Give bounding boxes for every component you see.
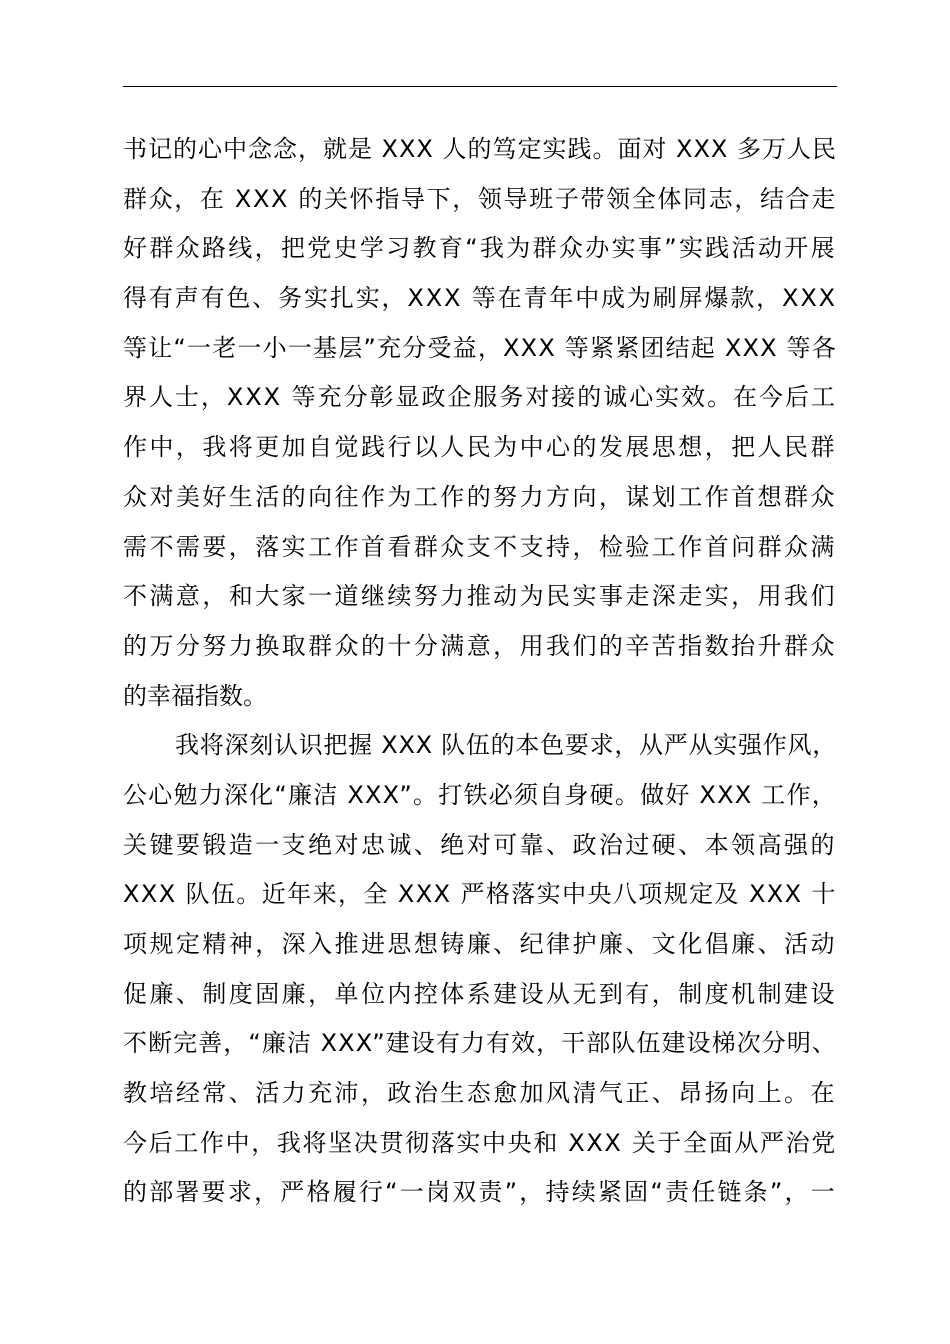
text-line [123, 1069, 837, 1119]
paragraph-1 [123, 125, 837, 721]
text-line [123, 523, 837, 573]
text-line [123, 324, 837, 374]
line-text: 促廉、制度固廉，单位内控体系建设从无到有，制度机制建设 [123, 979, 837, 1008]
line-text: 界人士，XXX 等充分彰显政企服务对接的诚心实效。在今后工 [123, 383, 837, 412]
text-line [123, 622, 837, 672]
text-line [123, 672, 837, 722]
line-text: 的幸福指数。 [123, 681, 267, 710]
text-line [123, 1119, 837, 1169]
text-line [123, 821, 837, 871]
line-text: 群众，在 XXX 的关怀指导下，领导班子带领全体同志，结合走 [123, 184, 837, 213]
text-line [123, 970, 837, 1020]
line-text: 等让“一老一小一基层”充分受益，XXX 等紧紧团结起 XXX 等各 [123, 333, 837, 362]
text-line [123, 423, 837, 473]
paragraph-2 [123, 721, 837, 1218]
text-line [123, 771, 837, 821]
text-line [123, 125, 837, 175]
text-line [123, 175, 837, 225]
text-line [123, 373, 837, 423]
header-rule [123, 86, 837, 87]
text-line [123, 870, 837, 920]
line-text: 今后工作中，我将坚决贯彻落实中央和 XXX 关于全面从严治党 [123, 1128, 837, 1157]
text-line [123, 721, 837, 771]
line-text: 需不需要，落实工作首看群众支不支持，检验工作首问群众满 [123, 532, 837, 561]
line-text: 众对美好生活的向往作为工作的努力方向，谋划工作首想群众 [123, 482, 837, 511]
line-text: 书记的心中念念，就是 XXX 人的笃定实践。面对 XXX 多万人民 [123, 135, 837, 163]
text-line [123, 920, 837, 970]
text-line [123, 224, 837, 274]
line-text: XXX 队伍。近年来，全 XXX 严格落实中央八项规定及 XXX 十 [123, 880, 837, 909]
line-text: 的万分努力换取群众的十分满意，用我们的辛苦指数抬升群众 [123, 631, 837, 660]
text-line [123, 473, 837, 523]
line-text: 不断完善，“廉洁 XXX”建设有力有效，干部队伍建设梯次分明、 [123, 1029, 837, 1058]
line-text: 好群众路线，把党史学习教育“我为群众办实事”实践活动开展 [123, 234, 837, 263]
line-text: 得有声有色、务实扎实，XXX 等在青年中成为刷屏爆款，XXX [123, 284, 837, 313]
line-text: 不满意，和大家一道继续努力推动为民实事走深走实，用我们 [123, 582, 837, 611]
line-text: 关键要锻造一支绝对忠诚、绝对可靠、政治过硬、本领高强的 [123, 830, 837, 859]
document-body [123, 125, 837, 1218]
line-text: 的部署要求，严格履行“一岗双责”，持续紧固“责任链条”，一 [123, 1178, 837, 1207]
text-line [123, 1168, 837, 1218]
line-text: 公心勉力深化“廉洁 XXX”。打铁必须自身硬。做好 XXX 工作， [123, 780, 837, 809]
text-line [123, 274, 837, 324]
line-text: 项规定精神，深入推进思想铸廉、纪律护廉、文化倡廉、活动 [123, 930, 837, 958]
line-text: 我将深刻认识把握 XXX 队伍的本色要求，从严从实强作风， [175, 731, 837, 760]
text-line [123, 1019, 837, 1069]
text-line [123, 572, 837, 622]
line-text: 作中，我将更加自觉践行以人民为中心的发展思想，把人民群 [123, 433, 837, 462]
line-text: 教培经常、活力充沛，政治生态愈加风清气正、昂扬向上。在 [123, 1079, 837, 1108]
